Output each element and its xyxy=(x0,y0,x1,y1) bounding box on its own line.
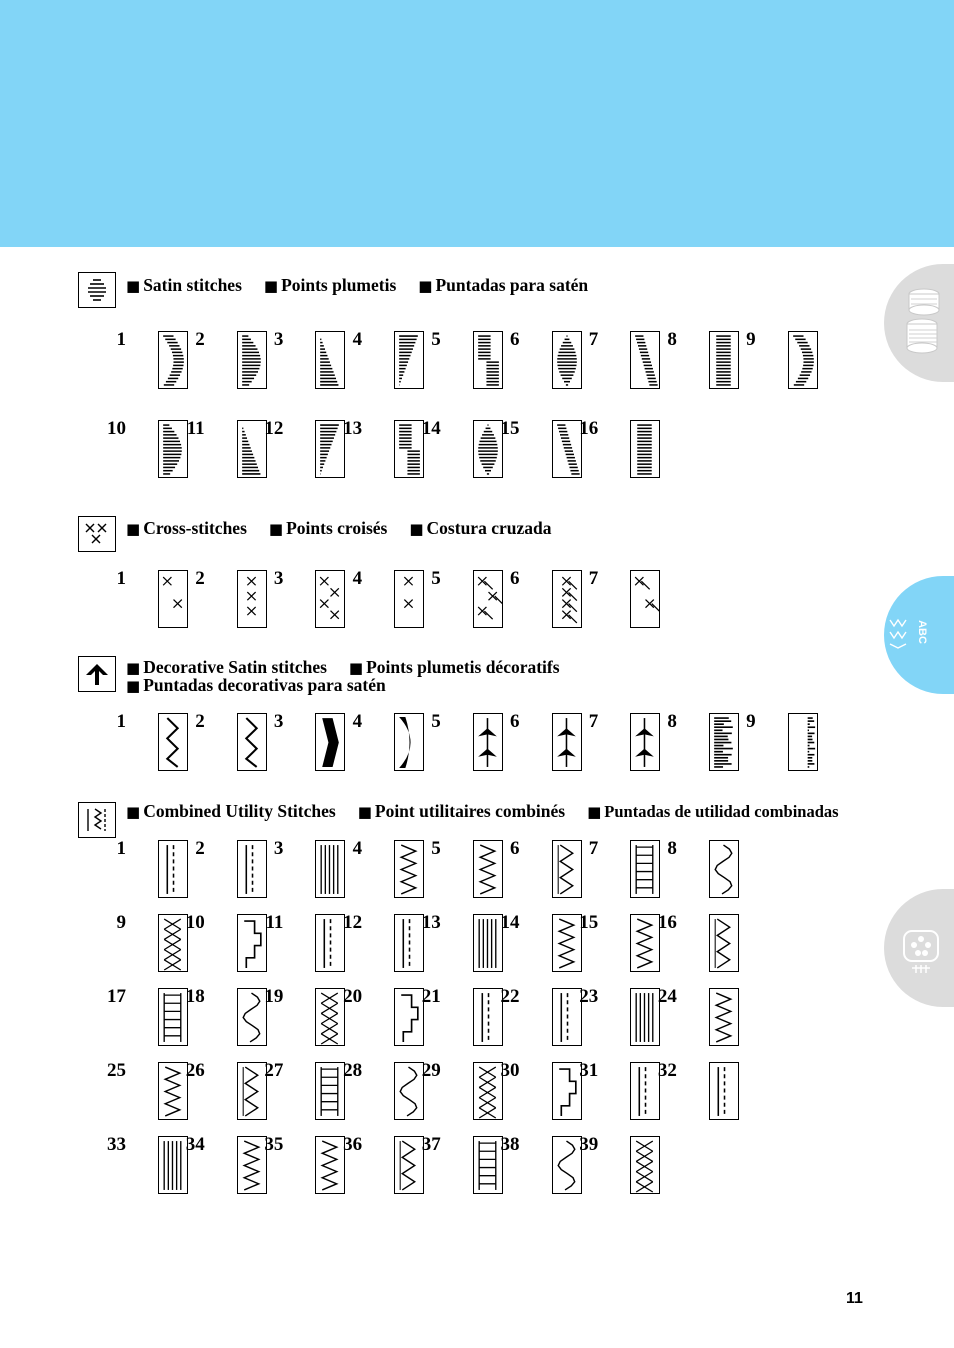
stitch-pattern-icon xyxy=(630,713,660,771)
stitch-number: 3 xyxy=(273,838,284,859)
stitch-number: 9 xyxy=(116,912,126,933)
stitch-pattern-icon xyxy=(237,331,267,389)
stitch-number: 26 xyxy=(185,1060,205,1081)
stitch-number: 6 xyxy=(510,568,520,589)
stitch-number: 4 xyxy=(352,568,363,589)
stitch-pattern-icon xyxy=(552,1136,582,1194)
stitch-number: 17 xyxy=(107,986,126,1007)
stitch-pattern-icon xyxy=(158,988,188,1046)
side-tab-thread[interactable] xyxy=(884,264,954,382)
stitch-number: 5 xyxy=(431,711,441,732)
stitch-number: 3 xyxy=(273,568,284,589)
stitch-number: 18 xyxy=(185,986,205,1007)
stitch-pattern-icon xyxy=(552,914,582,972)
title-es: Costura cruzada xyxy=(426,518,552,538)
stitch-number: 4 xyxy=(352,329,363,350)
stitch-pattern-icon xyxy=(473,713,503,771)
stitch-pattern-icon xyxy=(630,914,660,972)
stitch-pattern-icon xyxy=(237,713,267,771)
stitch-pattern-icon xyxy=(552,331,582,389)
stitch-pattern-icon xyxy=(473,988,503,1046)
stitch-number: 1 xyxy=(116,329,126,350)
stitch-number: 5 xyxy=(431,838,441,859)
title-fr: Points plumetis décoratifs xyxy=(366,657,560,677)
stitch-number: 4 xyxy=(352,838,363,859)
stitch-number: 2 xyxy=(195,568,205,589)
stitch-number: 5 xyxy=(431,329,441,350)
stitch-pattern-icon xyxy=(473,331,503,389)
title-es: Puntadas para satén xyxy=(435,275,589,295)
stitch-pattern-icon xyxy=(237,840,267,898)
stitch-pattern-icon xyxy=(158,331,188,389)
embroidery-frame-icon xyxy=(898,909,944,985)
stitch-number: 33 xyxy=(107,1134,126,1155)
stitch-pattern-icon xyxy=(158,914,188,972)
stitch-pattern-icon xyxy=(394,1136,424,1194)
page-number: 11 xyxy=(846,1290,863,1307)
stitch-number: 29 xyxy=(421,1060,441,1081)
tab-abc-text: ABC xyxy=(915,620,928,644)
stitch-pattern-icon xyxy=(237,1062,267,1120)
stitch-pattern-icon xyxy=(709,331,739,389)
stitch-number: 11 xyxy=(186,418,205,439)
stitch-number: 5 xyxy=(431,568,441,589)
title-es: Puntadas de utilidad combinadas xyxy=(604,802,839,821)
stitch-number: 7 xyxy=(588,329,599,350)
stitch-number: 25 xyxy=(107,1060,126,1081)
stitch-pattern-icon xyxy=(473,1136,503,1194)
stitch-number: 32 xyxy=(657,1060,677,1081)
stitch-pattern-icon xyxy=(237,914,267,972)
stitch-pattern-icon xyxy=(158,1136,188,1194)
stitch-number: 9 xyxy=(746,329,756,350)
stitch-number: 16 xyxy=(579,418,599,439)
stitch-number: 13 xyxy=(421,912,441,933)
decorative-satin-icon xyxy=(78,656,116,692)
stitch-number: 1 xyxy=(116,838,126,859)
stitch-pattern-icon xyxy=(630,988,660,1046)
stitch-pattern-icon xyxy=(630,1136,660,1194)
stitch-number: 20 xyxy=(343,986,363,1007)
stitch-number: 7 xyxy=(588,568,599,589)
stitch-pattern-icon xyxy=(552,1062,582,1120)
stitch-number: 10 xyxy=(107,418,126,439)
stitch-pattern-icon xyxy=(394,1062,424,1120)
stitch-pattern-icon xyxy=(630,1062,660,1120)
stitch-pattern-icon xyxy=(630,420,660,478)
stitch-pattern-icon xyxy=(709,840,739,898)
title-en: Combined Utility Stitches xyxy=(143,801,336,821)
stitch-pattern-icon xyxy=(237,570,267,628)
stitch-pattern-icon xyxy=(473,840,503,898)
stitch-pattern-icon xyxy=(158,570,188,628)
stitch-number: 4 xyxy=(352,711,363,732)
satin-stitch-icon xyxy=(78,272,116,308)
stitch-number: 16 xyxy=(657,912,677,933)
section-titles: ■ Decorative Satin stitches ■ Points plumetis décoratifs xyxy=(126,657,560,677)
section-titles-line2: ■ Puntadas decorativas para satén xyxy=(126,675,386,695)
stitch-pattern-icon xyxy=(315,1136,345,1194)
stitch-pattern-icon xyxy=(552,840,582,898)
stitch-number: 3 xyxy=(273,329,284,350)
stitch-number: 38 xyxy=(500,1134,520,1155)
stitch-pattern-icon xyxy=(315,420,345,478)
stitch-number: 2 xyxy=(195,711,205,732)
stitch-number: 23 xyxy=(579,986,599,1007)
stitch-pattern-icon xyxy=(630,331,660,389)
stitch-number: 8 xyxy=(667,838,677,859)
stitch-pattern-icon xyxy=(394,570,424,628)
thread-spool-icon xyxy=(898,284,944,360)
stitch-pattern-icon xyxy=(473,570,503,628)
stitch-number: 6 xyxy=(510,838,520,859)
section-titles: ■ Satin stitches ■ Points plumetis ■ Puntadas para satén xyxy=(126,275,589,295)
stitch-number: 28 xyxy=(343,1060,363,1081)
title-fr: Points plumetis xyxy=(281,275,397,295)
stitch-pattern-icon xyxy=(315,570,345,628)
stitch-pattern-icon xyxy=(237,1136,267,1194)
title-en: Satin stitches xyxy=(143,275,242,295)
title-fr: Point utilitaires combinés xyxy=(374,801,566,821)
stitch-pattern-icon xyxy=(315,1062,345,1120)
stitch-number: 7 xyxy=(588,838,599,859)
stitch-number: 13 xyxy=(343,418,363,439)
stitch-number: 2 xyxy=(195,329,205,350)
abc-lettering-icon xyxy=(888,612,938,658)
stitch-number: 15 xyxy=(579,912,599,933)
stitch-pattern-icon xyxy=(315,331,345,389)
stitch-number: 1 xyxy=(116,568,126,589)
stitch-number: 11 xyxy=(265,912,284,933)
stitch-pattern-icon xyxy=(158,1062,188,1120)
stitch-number: 27 xyxy=(264,1060,284,1081)
stitch-pattern-icon xyxy=(394,988,424,1046)
stitch-pattern-icon xyxy=(158,713,188,771)
title-en: Decorative Satin stitches xyxy=(143,657,327,677)
stitch-pattern-icon xyxy=(237,988,267,1046)
stitch-number: 30 xyxy=(500,1060,520,1081)
stitch-number: 8 xyxy=(667,711,677,732)
stitch-pattern-icon xyxy=(394,713,424,771)
stitch-pattern-icon xyxy=(394,331,424,389)
stitch-pattern-icon xyxy=(552,988,582,1046)
stitch-number: 12 xyxy=(264,418,284,439)
stitch-pattern-icon xyxy=(788,713,818,771)
stitch-pattern-icon xyxy=(394,840,424,898)
title-es: Puntadas decorativas para satén xyxy=(143,675,386,695)
stitch-pattern-icon xyxy=(473,1062,503,1120)
stitch-pattern-icon xyxy=(158,420,188,478)
stitch-number: 14 xyxy=(500,912,520,933)
stitch-pattern-icon xyxy=(473,914,503,972)
stitch-number: 15 xyxy=(500,418,520,439)
title-en: Cross-stitches xyxy=(143,518,247,538)
stitch-number: 3 xyxy=(273,711,284,732)
stitch-pattern-icon xyxy=(394,420,424,478)
stitch-pattern-icon xyxy=(552,570,582,628)
stitch-number: 21 xyxy=(421,986,441,1007)
section-titles: ■ Cross-stitches ■ Points croisés ■ Costura cruzada xyxy=(126,518,552,538)
stitch-pattern-icon xyxy=(709,988,739,1046)
cross-stitch-icon xyxy=(78,516,116,552)
combined-utility-icon xyxy=(78,802,116,838)
stitch-pattern-icon xyxy=(552,713,582,771)
stitch-number: 10 xyxy=(185,912,205,933)
stitch-number: 6 xyxy=(510,711,520,732)
stitch-number: 7 xyxy=(588,711,599,732)
stitch-number: 24 xyxy=(657,986,677,1007)
stitch-pattern-icon xyxy=(788,331,818,389)
stitch-number: 39 xyxy=(579,1134,599,1155)
stitch-pattern-icon xyxy=(709,713,739,771)
stitch-pattern-icon xyxy=(315,840,345,898)
stitch-pattern-icon xyxy=(709,914,739,972)
stitch-pattern-icon xyxy=(158,840,188,898)
stitch-number: 9 xyxy=(746,711,756,732)
stitch-pattern-icon xyxy=(315,914,345,972)
stitch-number: 22 xyxy=(500,986,520,1007)
stitch-pattern-icon xyxy=(709,1062,739,1120)
stitch-number: 34 xyxy=(185,1134,205,1155)
stitch-number: 6 xyxy=(510,329,520,350)
stitch-pattern-icon xyxy=(315,988,345,1046)
stitch-pattern-icon xyxy=(630,840,660,898)
title-fr: Points croisés xyxy=(286,518,388,538)
stitch-number: 31 xyxy=(579,1060,599,1081)
stitch-number: 8 xyxy=(667,329,677,350)
stitch-pattern-icon xyxy=(237,420,267,478)
stitch-number: 12 xyxy=(343,912,363,933)
stitch-pattern-icon xyxy=(630,570,660,628)
section-titles: ■ Combined Utility Stitches ■ Point utilitaires combinés ■ Puntadas de utilidad combinadas xyxy=(126,801,839,821)
stitch-pattern-icon xyxy=(473,420,503,478)
stitch-number: 36 xyxy=(343,1134,363,1155)
stitch-number: 14 xyxy=(421,418,441,439)
side-tab-lettering[interactable] xyxy=(884,576,954,694)
stitch-pattern-icon xyxy=(315,713,345,771)
header-band xyxy=(0,0,954,247)
stitch-pattern-icon xyxy=(394,914,424,972)
stitch-pattern-icon xyxy=(552,420,582,478)
stitch-number: 2 xyxy=(195,838,205,859)
stitch-number: 19 xyxy=(264,986,284,1007)
stitch-number: 1 xyxy=(116,711,126,732)
stitch-number: 37 xyxy=(421,1134,441,1155)
side-tab-embroidery[interactable] xyxy=(884,889,954,1007)
stitch-number: 35 xyxy=(264,1134,284,1155)
